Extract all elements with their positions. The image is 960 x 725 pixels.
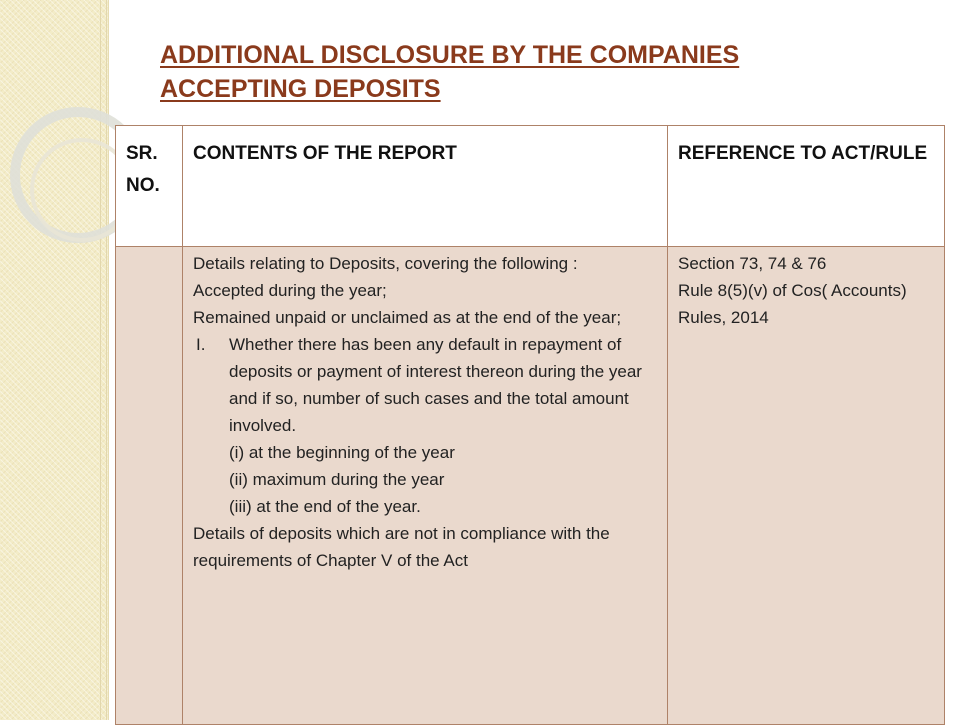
contents-item-default — [193, 331, 657, 439]
contents-sub-beginning: (i) at the beginning of the year — [229, 443, 455, 462]
contents-sub-maximum: (ii) maximum during the year — [229, 470, 445, 489]
contents-intro: Details relating to Deposits, covering the following : — [193, 254, 578, 273]
contents-item-unpaid: Remained unpaid or unclaimed as at the end of the year; — [193, 308, 622, 327]
contents-item-default-text: Whether there has been any default in repayment of deposits or payment of interest thereon during the year and if so, number of such cases and the total amount involved. — [229, 335, 642, 435]
cell-sr-no — [116, 247, 183, 725]
reference-rule: Rule 8(5)(v) of Cos( Accounts) Rules, 2014 — [678, 281, 907, 327]
contents-sub-end: (iii) at the end of the year. — [229, 497, 421, 516]
slide-title-line-1: ADDITIONAL DISCLOSURE BY THE COMPANIES — [160, 41, 740, 69]
slide-title-line-2: ACCEPTING DEPOSITS — [160, 75, 441, 103]
contents-item-noncompliance: Details of deposits which are not in compliance with the requirements of Chapter V of the Act — [193, 524, 610, 570]
cell-contents — [183, 247, 668, 725]
contents-item-accepted: Accepted during the year; — [193, 281, 387, 300]
reference-sections: Section 73, 74 & 76 — [678, 254, 827, 273]
slide-title — [160, 38, 739, 106]
header-reference: REFERENCE TO ACT/RULE — [668, 126, 945, 247]
header-contents: CONTENTS OF THE REPORT — [183, 126, 668, 247]
disclosure-table — [115, 125, 945, 725]
table-row — [116, 247, 945, 725]
header-sr-no: SR. NO. — [116, 126, 183, 247]
table-header-row — [116, 126, 945, 247]
list-marker: I. — [196, 335, 206, 354]
cell-reference — [668, 247, 945, 725]
